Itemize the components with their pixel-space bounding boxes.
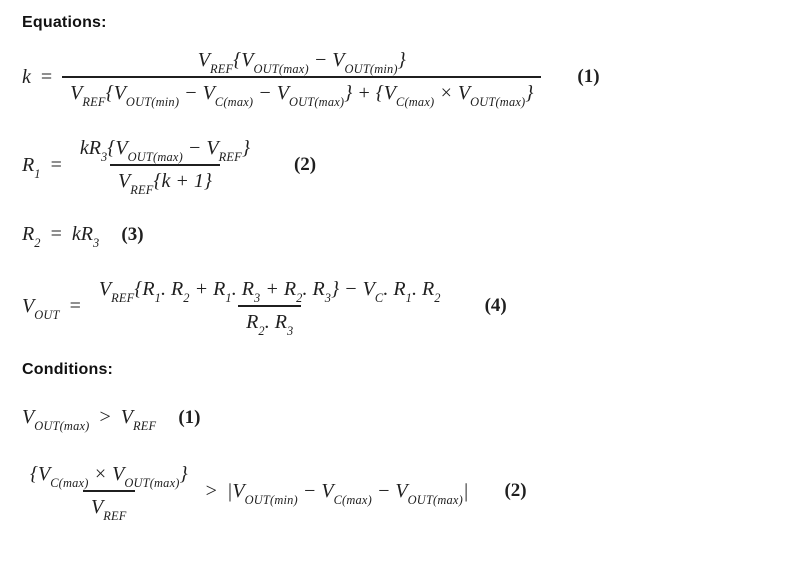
condition-1-lhs: $V_{OUT(max)}$: [22, 406, 90, 434]
equals-sign: =: [50, 153, 62, 176]
condition-2-rhs: $|V_{OUT(min)} - V_{C(max)} - V_{OUT(max)}|$: [226, 479, 469, 507]
equation-vout: [22, 277, 780, 339]
equals-sign: =: [40, 65, 53, 88]
condition-1-rhs: $V_{REF}$: [120, 406, 157, 434]
equation-vout-lhs: $V_{OUT}$: [22, 294, 60, 322]
condition-2-numerator: $\{V_{C(max)} \times V_{OUT(max)}\}$: [30, 463, 188, 491]
equation-k: [22, 48, 780, 110]
equation-k-lhs: k: [22, 65, 31, 88]
equation-r1-numerator: $kR_3\{V_{OUT(max)} - V_{REF}\}$: [79, 137, 250, 165]
equation-k-numerator: $V_{REF}\{V_{OUT(max)} - V_{OUT(min)}\}$: [197, 49, 406, 77]
equation-r2-lhs: $R_2$: [22, 223, 41, 251]
equation-r1-fraction: [72, 136, 258, 198]
equation-number-1: (1): [577, 66, 600, 88]
condition-number-1: (1): [178, 406, 201, 428]
equation-vout-numerator: $V_{REF}\{R_1$. $R_2 + R_1$. $R_3 + R_2$. $R_3\} - V_C$. $R_1$. $R_2$: [98, 278, 441, 306]
equals-sign: =: [69, 294, 81, 317]
equation-r2-rhs: $kR_3$: [71, 223, 100, 251]
conditions-heading: Conditions:: [22, 361, 114, 378]
equation-r2: [22, 222, 780, 251]
equation-number-3: (3): [121, 223, 144, 245]
greater-than-sign: >: [99, 406, 111, 428]
equation-vout-denominator: $R_2$. $R_3$: [238, 305, 301, 335]
equation-number-2: (2): [293, 154, 317, 176]
greater-than-sign: >: [205, 479, 217, 502]
condition-2-fraction: [22, 462, 196, 524]
equation-k-fraction: [62, 48, 541, 110]
equation-k-denominator: $V_{REF}\{V_{OUT(min)} - V_{C(max)} - V_{OUT(max)}\} + \{V_{C(max)} \times V_{OUT(max)}\}$: [62, 76, 541, 106]
condition-number-2: (2): [504, 480, 527, 502]
equations-document: [22, 14, 780, 524]
equation-r1: [22, 136, 780, 198]
equation-r1-lhs: $R_1$: [22, 153, 41, 181]
equals-sign: =: [50, 223, 62, 245]
equations-heading: Equations:: [22, 14, 107, 31]
equation-r1-denominator: $V_{REF}\{k + 1\}$: [110, 164, 220, 194]
condition-2: [22, 462, 780, 524]
equation-number-4: (4): [484, 295, 507, 317]
condition-2-denominator: $V_{REF}$: [83, 490, 135, 520]
equation-vout-fraction: [91, 277, 449, 339]
condition-1: [22, 405, 780, 434]
